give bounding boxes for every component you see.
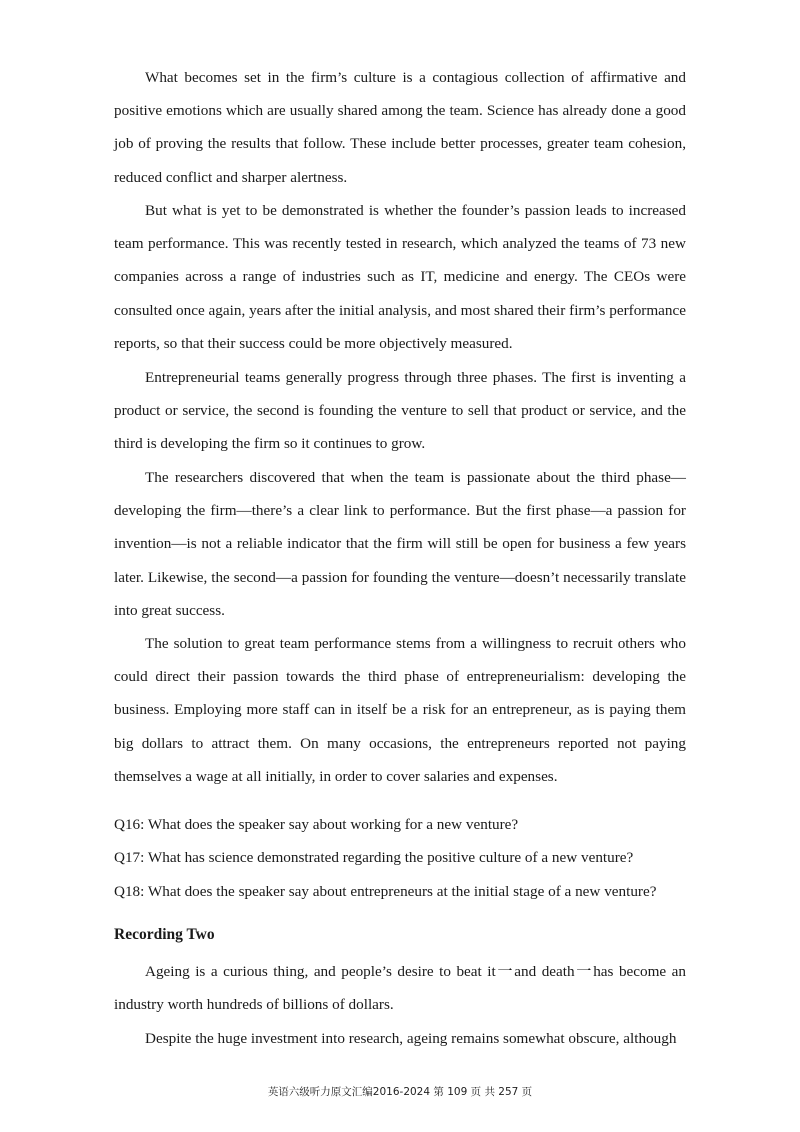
question-18: Q18: What does the speaker say about entrepreneurs at the initial stage of a new venture? xyxy=(114,883,657,900)
paragraph-ageing-intro: Ageing is a curious thing, and people’s desire to beat it一and death一has become an industry worth hundreds of billions of dollars. xyxy=(114,963,686,1014)
paragraph-solution: The solution to great team performance stems from a willingness to recruit others who could direct their passion towards the third phase of entrepreneurialism: developing the business. Employing more staff can in itself be a risk for an entrepreneur, as is paying them big dollars to attract them. On many occasions, the entrepreneurs reported not paying themselves a wage at all initially, in order to cover salaries and expenses. xyxy=(114,635,686,785)
paragraph-ageing-research: Despite the huge investment into research, ageing remains somewhat obscure, although xyxy=(145,1030,677,1047)
footer-title: 英语六级听力原文汇编2016-2024 xyxy=(267,1086,431,1098)
footer-page-number: 第 109 页 共 257 页 xyxy=(433,1086,533,1098)
paragraph-culture: What becomes set in the firm’s culture is a contagious collection of affirmative and positive emotions which are usually shared among the team. Science has already done a good job of proving the results that follow. These include better processes, greater team cohesion, reduced conflict and sharper alertness. xyxy=(114,69,686,186)
question-16: Q16: What does the speaker say about working for a new venture? xyxy=(114,816,519,833)
question-17: Q17: What has science demonstrated regarding the positive culture of a new venture? xyxy=(114,849,634,866)
paragraph-research-findings: The researchers discovered that when the team is passionate about the third phase—developing the firm—there’s a clear link to performance. But the first phase—a passion for invention—is not a reliable indicator that the firm will still be open for business a few years later. Likewise, the second—a passion for founding the venture—doesn’t necessarily translate into great success. xyxy=(114,469,686,619)
page-footer xyxy=(0,1084,800,1099)
paragraph-three-phases: Entrepreneurial teams generally progress through three phases. The first is inventing a product or service, the second is founding the venture to sell that product or service, and the third is developing the firm so it continues to grow. xyxy=(114,369,686,453)
paragraph-founder-passion: But what is yet to be demonstrated is whether the founder’s passion leads to increased team performance. This was recently tested in research, which analyzed the teams of 73 new companies across a range of industries such as IT, medicine and energy. The CEOs were consulted once again, years after the initial analysis, and most shared their firm’s performance reports, so that their success could be more objectively measured. xyxy=(114,202,686,352)
section-heading-recording-two: Recording Two xyxy=(114,926,215,943)
